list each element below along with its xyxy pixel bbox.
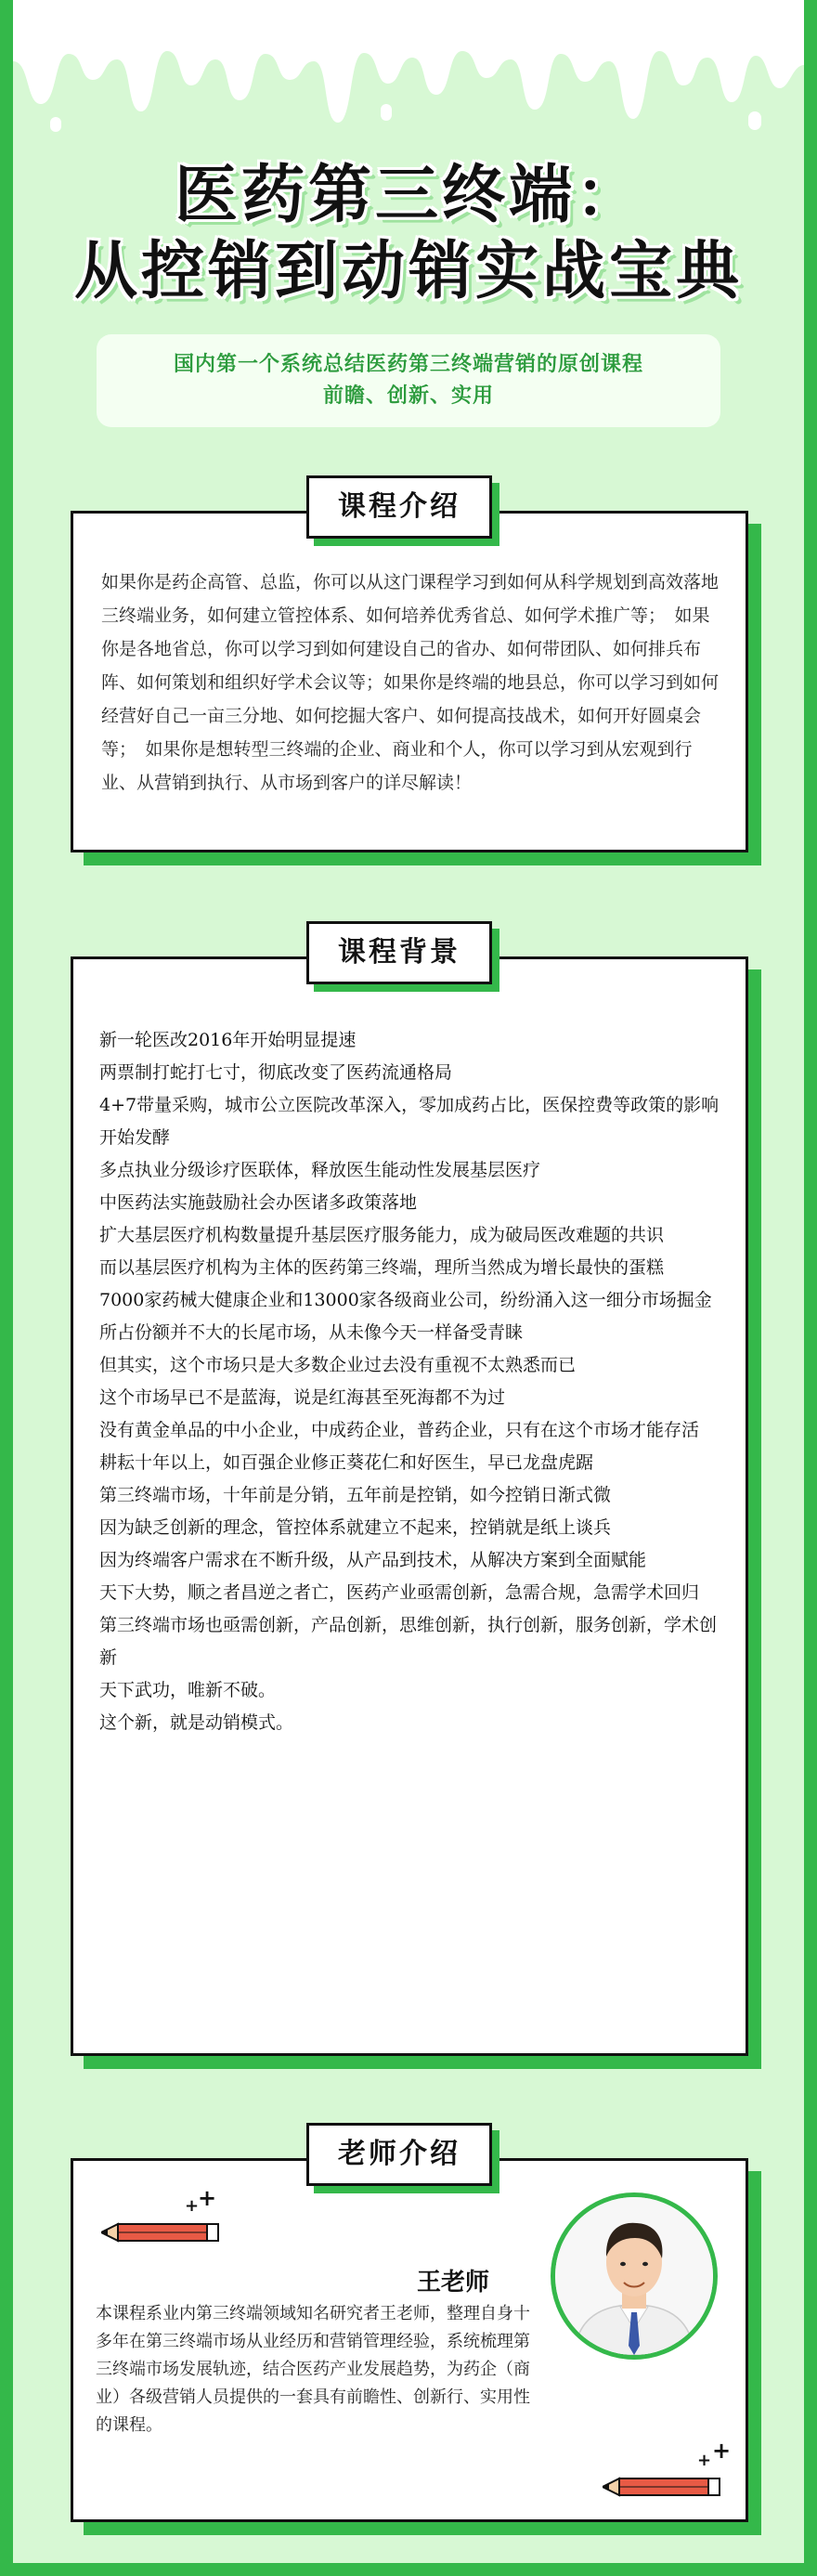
intro-text: 如果你是药企高管、总监，你可以从这门课程学习到如何从科学规划到高效落地三终端业务，如何建立管控体系、如何培养优秀省总、如何学术推广等； 如果你是各地省总，你可以学习到如何建设自己的省办、如何带团队、如何排兵布阵、如何策划和组织好学术会议等；如果你是终端的地县总，你可以学习到如何经营好自己一亩三分地、如何挖掘大客户、如何提高技战术，如何开好圆桌会等； 如果你是想转型三终端的企业、商业和个人，你可以学习到从宏观到行业、从营销到执行、从市场到客户的详尽解读！ — [101, 572, 720, 793]
sparkle-icon: + — [712, 2438, 732, 2464]
sparkle-icon: + — [185, 2196, 200, 2216]
background-line: 天下武功，唯新不破。 — [99, 1680, 277, 1700]
background-line: 第三终端市场也亟需创新，产品创新，思维创新，执行创新，服务创新，学术创新 — [99, 1615, 718, 1668]
subtitle-line-2: 前瞻、创新、实用 — [322, 384, 494, 408]
background-heading: 课程背景 — [306, 921, 492, 984]
background-line: 没有黄金单品的中小企业，中成药企业，普药企业，只有在这个市场才能存活 — [99, 1420, 700, 1440]
background-line: 7000家药械大健康企业和13000家各级商业公司，纷纷涌入这一细分市场掘金 — [99, 1290, 712, 1310]
teacher-card — [71, 2158, 748, 2522]
background-line: 新一轮医改2016年开始明显提速 — [99, 1030, 357, 1050]
background-line: 所占份额并不大的长尾市场，从未像今天一样备受青睐 — [99, 1322, 524, 1343]
background-line: 多点执业分级诊疗医联体，释放医生能动性发展基层医疗 — [99, 1160, 541, 1180]
background-line: 4+7带量采购，城市公立医院改革深入，零加成药占比，医保控费等政策的影响开始发酵 — [99, 1095, 720, 1148]
background-line: 因为终端客户需求在不断升级，从产品到技术，从解决方案到全面赋能 — [99, 1550, 647, 1570]
intro-heading: 课程介绍 — [306, 475, 492, 539]
subtitle-box — [97, 334, 720, 427]
intro-card — [71, 511, 748, 852]
hero-title-line-1: 医药第三终端： — [174, 159, 642, 232]
background-line: 耕耘十年以上，如百强企业修正葵花仁和好医生，早已龙盘虎踞 — [99, 1452, 594, 1473]
background-line: 扩大基层医疗机构数量提升基层医疗服务能力，成为破局医改难题的共识 — [99, 1225, 665, 1245]
hero-title — [13, 158, 804, 310]
background-line: 两票制打蛇打七寸，彻底改变了医药流通格局 — [99, 1062, 453, 1083]
background-line: 而以基层医疗机构为主体的医药第三终端，理所当然成为增长最快的蛋糕 — [99, 1257, 665, 1278]
background-line: 第三终端市场，十年前是分销，五年前是控销，如今控销日渐式微 — [99, 1485, 612, 1505]
teacher-heading: 老师介绍 — [306, 2123, 492, 2186]
background-card — [71, 956, 748, 2056]
teacher-photo — [551, 2192, 718, 2360]
pencil-icon — [603, 2475, 723, 2499]
pencil-icon — [101, 2220, 222, 2244]
hero-title-line-2: 从控销到动销实战宝典 — [73, 235, 743, 308]
background-line: 但其实，这个市场只是大多数企业过去没有重视不太熟悉而已 — [99, 1355, 577, 1375]
background-line: 因为缺乏创新的理念，管控体系就建立不起来，控销就是纸上谈兵 — [99, 1517, 612, 1538]
teacher-bio: 本课程系业内第三终端领域知名研究者王老师，整理自身十多年在第三终端市场从业经历和营销管理经验，系统梳理第三终端市场发展轨迹，结合医药产业发展趋势，为药企（商业）各级营销人员提供的一套具有前瞻性、创新行、实用性的课程。 — [96, 2304, 530, 2435]
background-line: 中医药法实施鼓励社会办医诸多政策落地 — [99, 1192, 418, 1213]
teacher-name: 王老师 — [417, 2269, 490, 2296]
drip-decoration — [13, 0, 804, 139]
background-line: 这个新，就是动销模式。 — [99, 1712, 294, 1733]
sparkle-icon: + — [198, 2185, 217, 2211]
subtitle-line-1: 国内第一个系统总结医药第三终端营销的原创课程 — [173, 353, 643, 376]
background-line: 这个市场早已不是蓝海，说是红海甚至死海都不为过 — [99, 1387, 506, 1408]
background-list — [99, 1024, 727, 1739]
background-line: 天下大势，顺之者昌逆之者亡，医药产业亟需创新，急需合规，急需学术回归 — [99, 1582, 700, 1603]
teacher-avatar-icon — [555, 2197, 713, 2355]
sparkle-icon: + — [697, 2451, 712, 2470]
